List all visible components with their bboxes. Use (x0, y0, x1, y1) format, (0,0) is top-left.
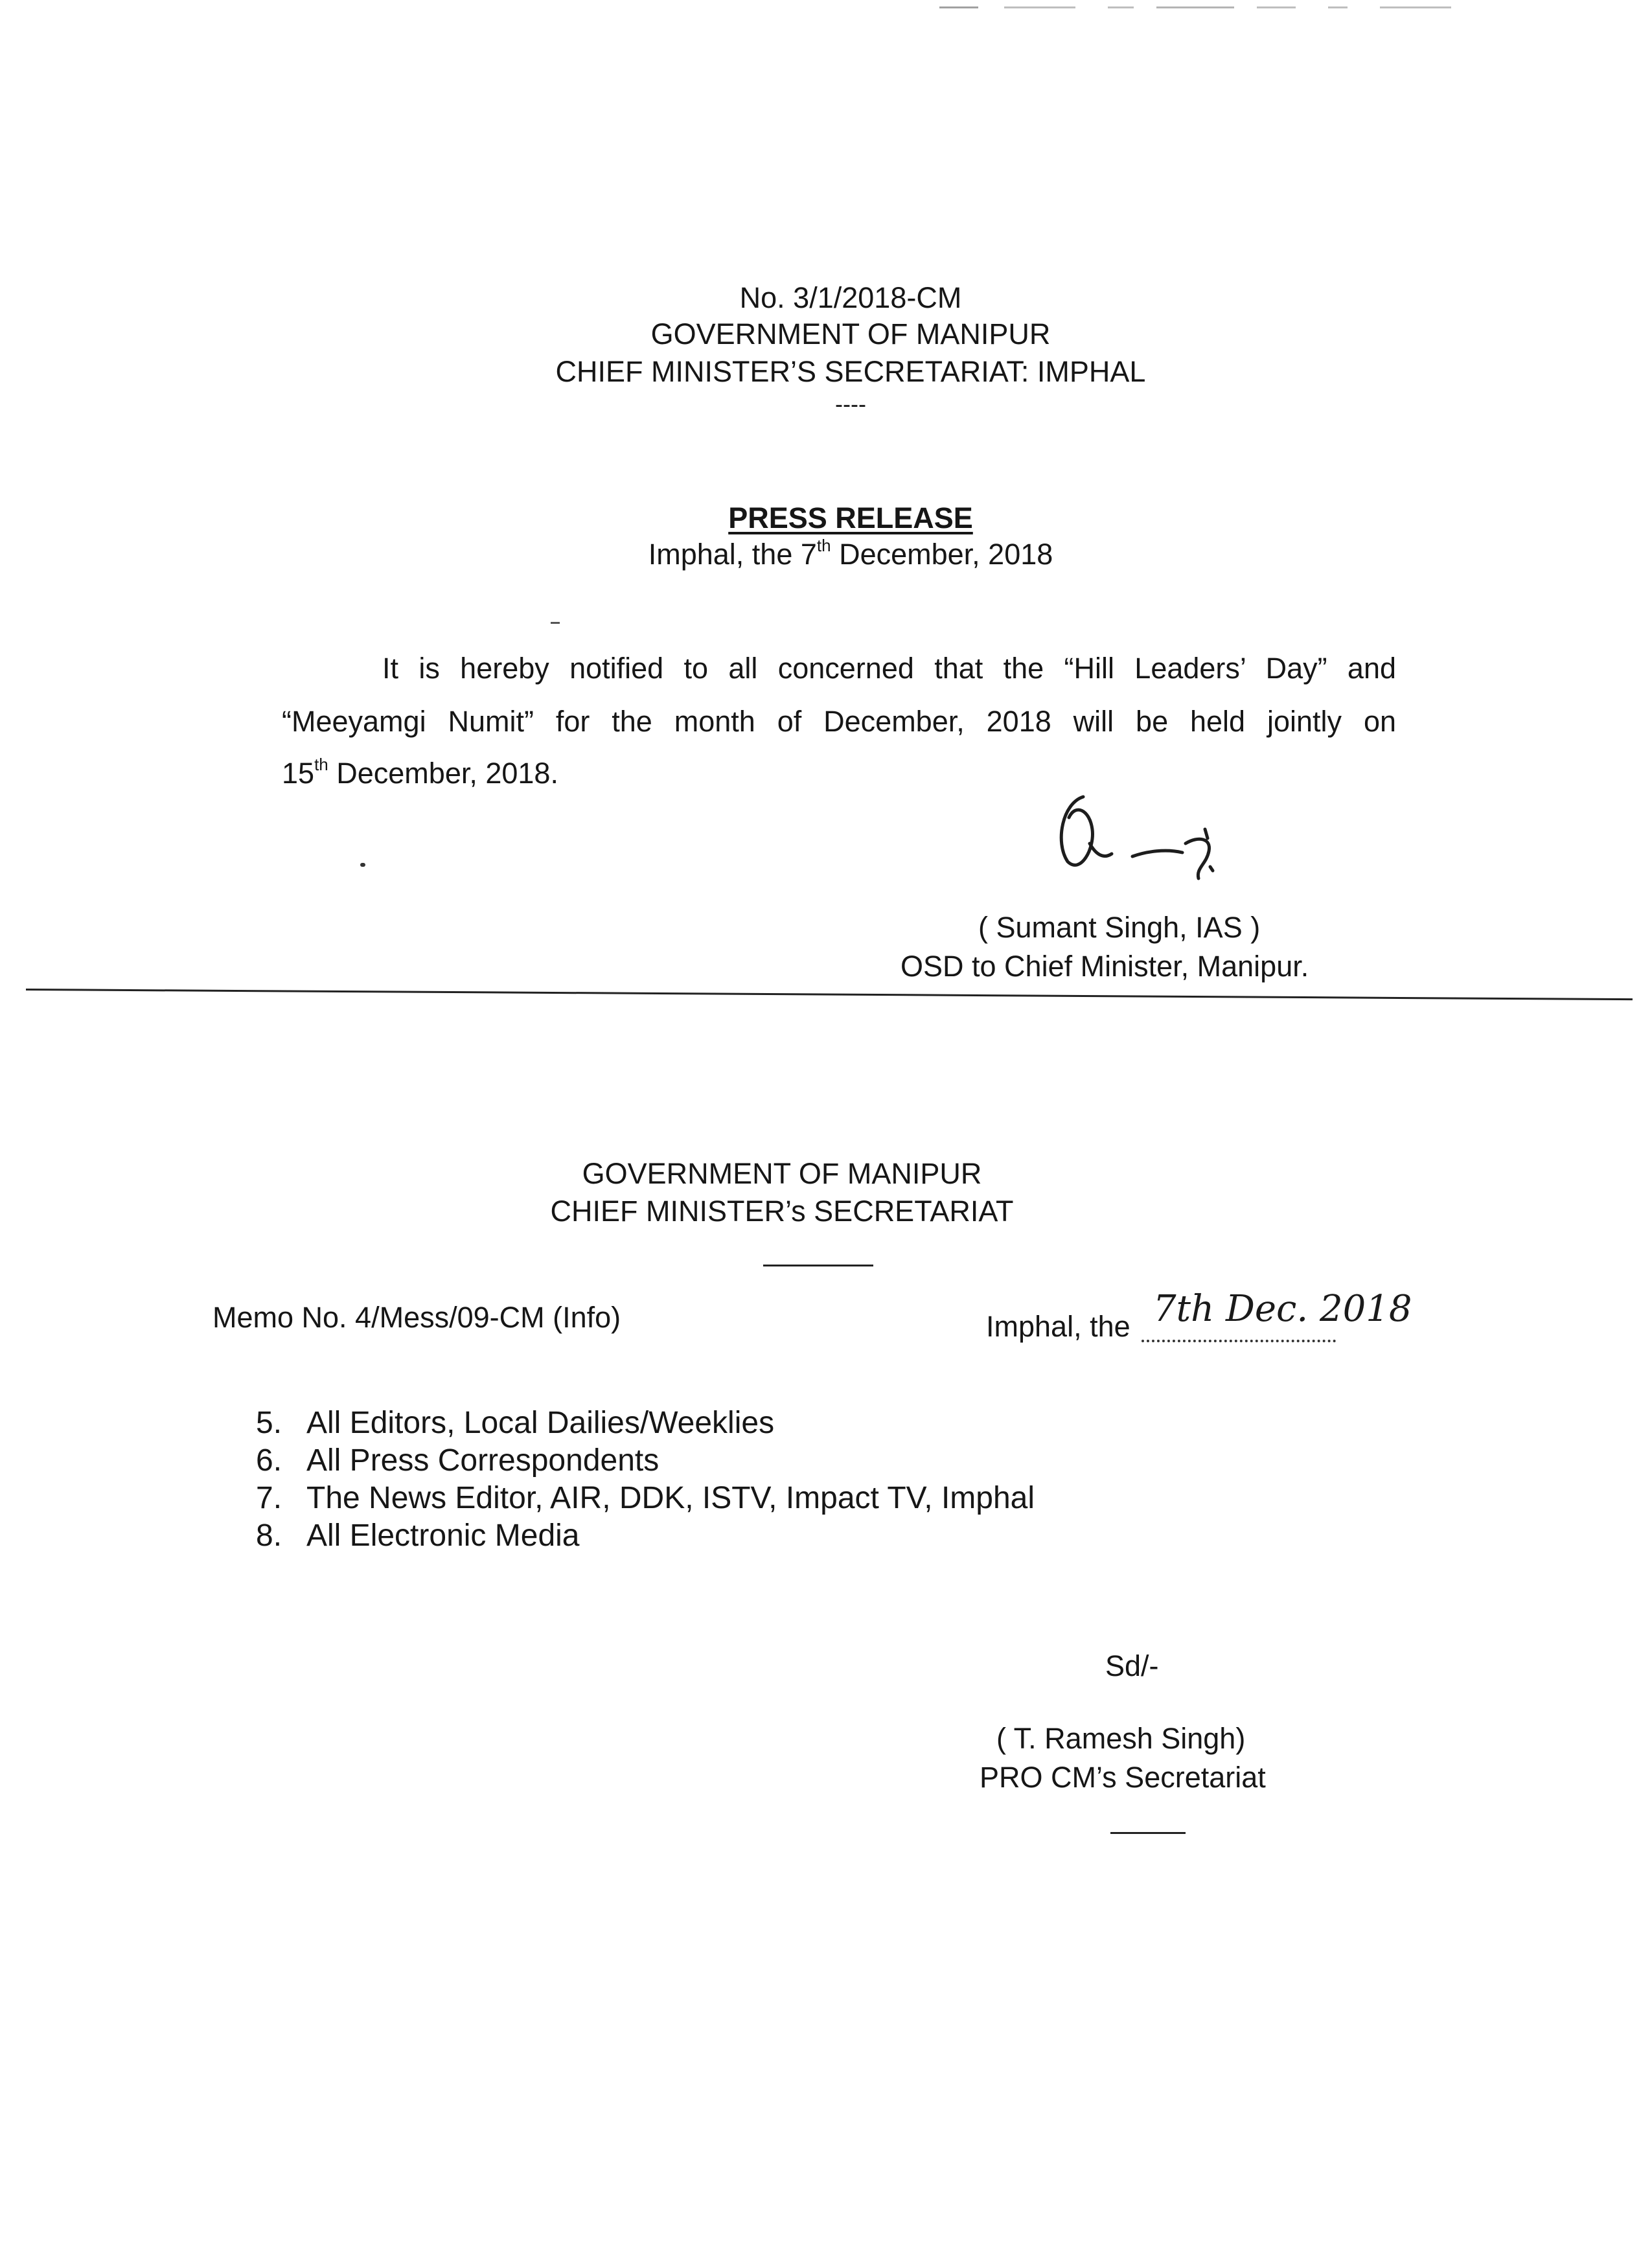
memo-date-handwritten: 7th Dec. 2018 (1153, 1288, 1412, 1330)
memo-secretariat-heading: CHIEF MINISTER’s SECRETARIAT (550, 1195, 1014, 1228)
signatory-designation: OSD to Chief Minister, Manipur. (901, 950, 1309, 983)
secretariat-heading: CHIEF MINISTER’S SECRETARIAT: IMPHAL (555, 355, 1146, 388)
body-line-2: “Meeyamgi Numit” for the month of December, 2018 will be held jointly on (282, 705, 1396, 738)
recipient-list (256, 1404, 1035, 1555)
memo-government-heading: GOVERNMENT OF MANIPUR (582, 1157, 982, 1190)
reference-number: No. 3/1/2018-CM (739, 281, 962, 314)
memo-number: Memo No. 4/Mess/09-CM (Info) (212, 1301, 621, 1334)
osd-signature (1050, 784, 1257, 888)
date-superscript: th (816, 536, 831, 555)
memo-heading-underline (763, 1265, 873, 1266)
scan-speck (360, 863, 365, 867)
scan-artifact-dashes (939, 6, 1652, 13)
memo-date-label: Imphal, the (986, 1310, 1130, 1343)
press-release-title: PRESS RELEASE (728, 501, 973, 534)
date-prefix: Imphal, the 7 (648, 538, 817, 571)
event-day-superscript: th (314, 755, 328, 774)
sd-mark: Sd/- (1105, 1649, 1159, 1682)
government-heading: GOVERNMENT OF MANIPUR (650, 317, 1051, 350)
scan-speck (551, 622, 560, 624)
body-line-1: It is hereby notified to all concerned that the “Hill Leaders’ Day” and (382, 652, 1396, 685)
event-day: 15 (282, 757, 315, 790)
signatory-name: ( Sumant Singh, IAS ) (978, 911, 1261, 944)
press-release-date (25, 536, 1652, 573)
memo-date-dotted-line (1141, 1340, 1336, 1342)
list-item: 6. All Press Correspondents (256, 1443, 660, 1478)
section-separator (26, 989, 1633, 1000)
event-month-year: December, 2018. (328, 757, 558, 790)
pro-designation: PRO CM’s Secretariat (980, 1761, 1266, 1794)
list-item: 8. All Electronic Media (256, 1518, 580, 1553)
list-item: 7. The News Editor, AIR, DDK, ISTV, Impact TV, Imphal (256, 1481, 1035, 1515)
date-suffix: December, 2018 (831, 538, 1053, 571)
press-release-body (282, 643, 1396, 799)
closing-underline (1110, 1832, 1186, 1834)
header-divider: ---- (835, 391, 866, 417)
list-item: 5. All Editors, Local Dailies/Weeklies (256, 1406, 775, 1440)
pro-name: ( T. Ramesh Singh) (996, 1722, 1246, 1755)
